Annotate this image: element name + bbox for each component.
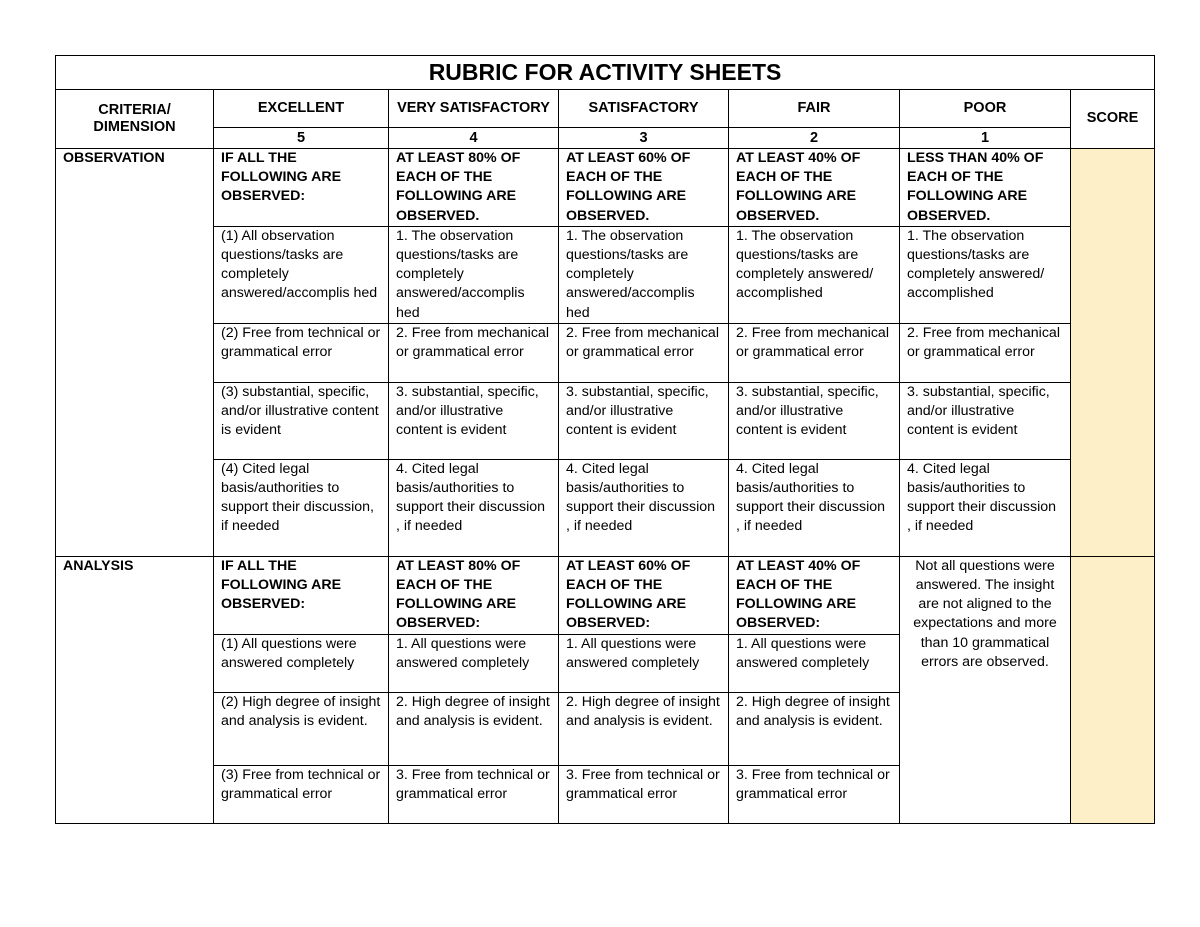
observation-cell: 4. Cited legal basis/authorities to support their discussion , if needed — [559, 459, 729, 556]
score-cell-analysis[interactable] — [1071, 556, 1155, 823]
level-satisfactory-label: SATISFACTORY — [559, 90, 729, 128]
observation-cell: 4. Cited legal basis/authorities to support their discussion , if needed — [389, 459, 559, 556]
level-fair-label: FAIR — [729, 90, 900, 128]
analysis-cell: (3) Free from technical or grammatical error — [214, 765, 389, 823]
analysis-cell: 3. Free from technical or grammatical error — [729, 765, 900, 823]
observation-head-fair: AT LEAST 40% OF EACH OF THE FOLLOWING ARE OBSERVED. — [729, 149, 900, 227]
level-very-satisfactory-points: 4 — [389, 128, 559, 149]
observation-cell: 4. Cited legal basis/authorities to support their discussion , if needed — [729, 459, 900, 556]
observation-cell: 3. substantial, specific, and/or illustrative content is evident — [729, 382, 900, 459]
observation-cell: 1. The observation questions/tasks are completely answered/accomplis hed — [559, 226, 729, 323]
observation-cell: (1) All observation questions/tasks are completely answered/accomplis hed — [214, 226, 389, 323]
observation-cell: (2) Free from technical or grammatical error — [214, 323, 389, 382]
analysis-cell: (1) All questions were answered completely — [214, 634, 389, 692]
level-excellent-label: EXCELLENT — [214, 90, 389, 128]
level-poor-points: 1 — [900, 128, 1071, 149]
level-satisfactory-points: 3 — [559, 128, 729, 149]
level-poor-label: POOR — [900, 90, 1071, 128]
analysis-head-satisfactory: AT LEAST 60% OF EACH OF THE FOLLOWING ARE OBSERVED: — [559, 556, 729, 634]
analysis-cell: 3. Free from technical or grammatical error — [559, 765, 729, 823]
observation-cell: 4. Cited legal basis/authorities to support their discussion , if needed — [900, 459, 1071, 556]
analysis-cell: 1. All questions were answered completely — [389, 634, 559, 692]
observation-cell: 3. substantial, specific, and/or illustrative content is evident — [559, 382, 729, 459]
criteria-observation: OBSERVATION — [56, 149, 214, 557]
criteria-analysis: ANALYSIS — [56, 556, 214, 823]
observation-cell: (3) substantial, specific, and/or illustrative content is evident — [214, 382, 389, 459]
analysis-cell: 2. High degree of insight and analysis is evident. — [559, 692, 729, 765]
analysis-head-very-satisfactory: AT LEAST 80% OF EACH OF THE FOLLOWING ARE OBSERVED: — [389, 556, 559, 634]
observation-cell: 3. substantial, specific, and/or illustrative content is evident — [389, 382, 559, 459]
observation-cell: 1. The observation questions/tasks are completely answered/accomplis hed — [389, 226, 559, 323]
observation-cell: 1. The observation questions/tasks are completely answered/ accomplished — [729, 226, 900, 323]
analysis-cell: 1. All questions were answered completely — [729, 634, 900, 692]
analysis-cell: 1. All questions were answered completely — [559, 634, 729, 692]
observation-cell: 2. Free from mechanical or grammatical error — [559, 323, 729, 382]
analysis-cell: 2. High degree of insight and analysis is evident. — [729, 692, 900, 765]
rubric-title: RUBRIC FOR ACTIVITY SHEETS — [56, 56, 1155, 90]
analysis-poor-description: Not all questions were answered. The insight are not aligned to the expectations and more than 10 grammatical errors are observed. — [900, 556, 1071, 823]
criteria-header: CRITERIA/ DIMENSION — [56, 90, 214, 149]
observation-cell: 3. substantial, specific, and/or illustrative content is evident — [900, 382, 1071, 459]
analysis-cell: (2) High degree of insight and analysis is evident. — [214, 692, 389, 765]
score-header: SCORE — [1071, 90, 1155, 149]
analysis-head-excellent: IF ALL THE FOLLOWING ARE OBSERVED: — [214, 556, 389, 634]
analysis-head-fair: AT LEAST 40% OF EACH OF THE FOLLOWING ARE OBSERVED: — [729, 556, 900, 634]
observation-cell: 2. Free from mechanical or grammatical error — [900, 323, 1071, 382]
observation-cell: (4) Cited legal basis/authorities to support their discussion, if needed — [214, 459, 389, 556]
observation-head-satisfactory: AT LEAST 60% OF EACH OF THE FOLLOWING ARE OBSERVED. — [559, 149, 729, 227]
level-very-satisfactory-label: VERY SATISFACTORY — [389, 90, 559, 128]
level-excellent-points: 5 — [214, 128, 389, 149]
observation-cell: 2. Free from mechanical or grammatical error — [729, 323, 900, 382]
observation-head-excellent: IF ALL THE FOLLOWING ARE OBSERVED: — [214, 149, 389, 227]
analysis-cell: 3. Free from technical or grammatical error — [389, 765, 559, 823]
level-fair-points: 2 — [729, 128, 900, 149]
observation-cell: 1. The observation questions/tasks are completely answered/ accomplished — [900, 226, 1071, 323]
observation-head-poor: LESS THAN 40% OF EACH OF THE FOLLOWING ARE OBSERVED. — [900, 149, 1071, 227]
rubric-table — [55, 55, 1155, 824]
observation-head-very-satisfactory: AT LEAST 80% OF EACH OF THE FOLLOWING ARE OBSERVED. — [389, 149, 559, 227]
observation-cell: 2. Free from mechanical or grammatical error — [389, 323, 559, 382]
score-cell-observation[interactable] — [1071, 149, 1155, 557]
analysis-cell: 2. High degree of insight and analysis is evident. — [389, 692, 559, 765]
